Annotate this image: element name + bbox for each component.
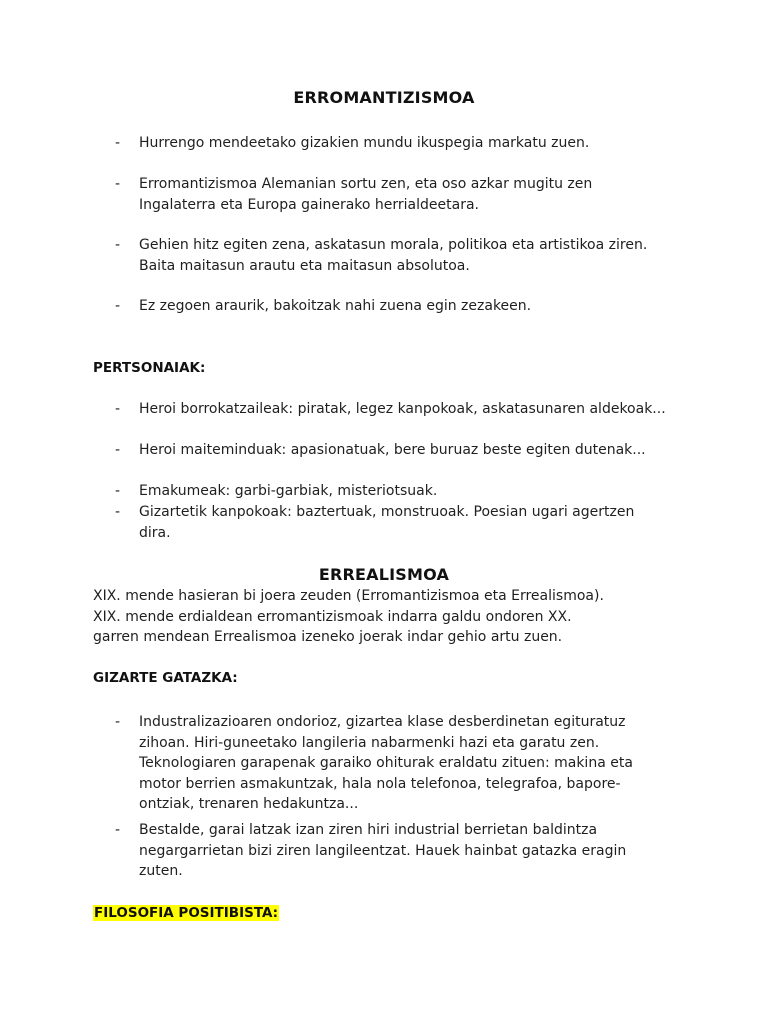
list-item (115, 174, 675, 215)
list-item (115, 502, 675, 543)
list-item (115, 820, 675, 882)
list-item (115, 399, 675, 420)
list-item (115, 235, 675, 276)
list-item (115, 296, 675, 317)
bullet-dash: - (115, 504, 121, 520)
list-item (115, 133, 675, 154)
paragraph-line: XIX. mende erdialdean erromantizismoak indarra galdu ondoren XX. (93, 608, 572, 625)
bullet-dash: - (115, 483, 121, 499)
bullet-dash: - (115, 135, 121, 151)
list-item-text: Hurrengo mendeetako gizakien mundu ikuspegia markatu zuen. (139, 135, 590, 151)
highlighted-heading-text: FILOSOFIA POSITIBISTA: (94, 905, 279, 921)
heading-social-conflict: GIZARTE GATAZKA: (93, 670, 238, 686)
heading-characters: PERTSONAIAK: (93, 360, 206, 376)
bullet-dash: - (115, 176, 121, 192)
list-item-text: Bestalde, garai latzak izan ziren hiri industrial berrietan baldintza negargarrietan bizi ziren langileentzat. Hauek hainbat gatazka eragin zuten. (139, 822, 627, 879)
list-item-text: Ez zegoen araurik, bakoitzak nahi zuena egin zezakeen. (139, 298, 532, 314)
realism-paragraph (93, 586, 673, 648)
list-item (115, 481, 675, 502)
bullet-dash: - (115, 237, 121, 253)
list-item-text: Gehien hitz egiten zena, askatasun morala, politikoa eta artistikoa ziren. Baita maitasun arautu eta maitasun absolutoa. (139, 237, 648, 274)
bullet-dash: - (115, 442, 121, 458)
bullet-dash: - (115, 822, 121, 838)
list-item-text: Emakumeak: garbi-garbiak, misteriotsuak. (139, 483, 438, 499)
title-realism: ERREALISMOA (318, 565, 450, 584)
list-item-text: Heroi maiteminduak: apasionatuak, bere buruaz beste egiten dutenak... (139, 442, 646, 458)
bullet-dash: - (115, 298, 121, 314)
list-item-text: Heroi borrokatzaileak: piratak, legez kanpokoak, askatasunaren aldekoak... (139, 401, 666, 417)
bullet-dash: - (115, 714, 121, 730)
list-item (115, 712, 675, 815)
bullet-dash: - (115, 401, 121, 417)
paragraph-line: garren mendean Errealismoa izeneko joerak indar gehio artu zuen. (93, 629, 563, 645)
heading-positivist-philosophy (93, 905, 279, 921)
title-romanticism: ERROMANTIZISMOA (293, 88, 475, 107)
paragraph-line: XIX. mende hasieran bi joera zeuden (Erromantizismoa eta Errealismoa). (93, 588, 604, 604)
list-item-text: Gizartetik kanpokoak: baztertuak, monstruoak. Poesian ugari agertzen dira. (139, 504, 635, 541)
list-item (115, 440, 675, 461)
list-item-text: Erromantizismoa Alemanian sortu zen, eta oso azkar mugitu zen Ingalaterra eta Europa gainerako herrialdeetara. (139, 176, 593, 213)
list-item-text: Industralizazioaren ondorioz, gizartea klase desberdinetan egituratuz zihoan. Hiri-guneetako langileria nabarmenki hazi eta garatu zen. Teknologiaren garapenak garaiko ohiturak eraldatu zituen: makina eta motor berrien asmakuntzak, hala nola telefonoa, telegrafoa, bapore-ontziak, trenaren hedakuntza... (139, 714, 633, 812)
